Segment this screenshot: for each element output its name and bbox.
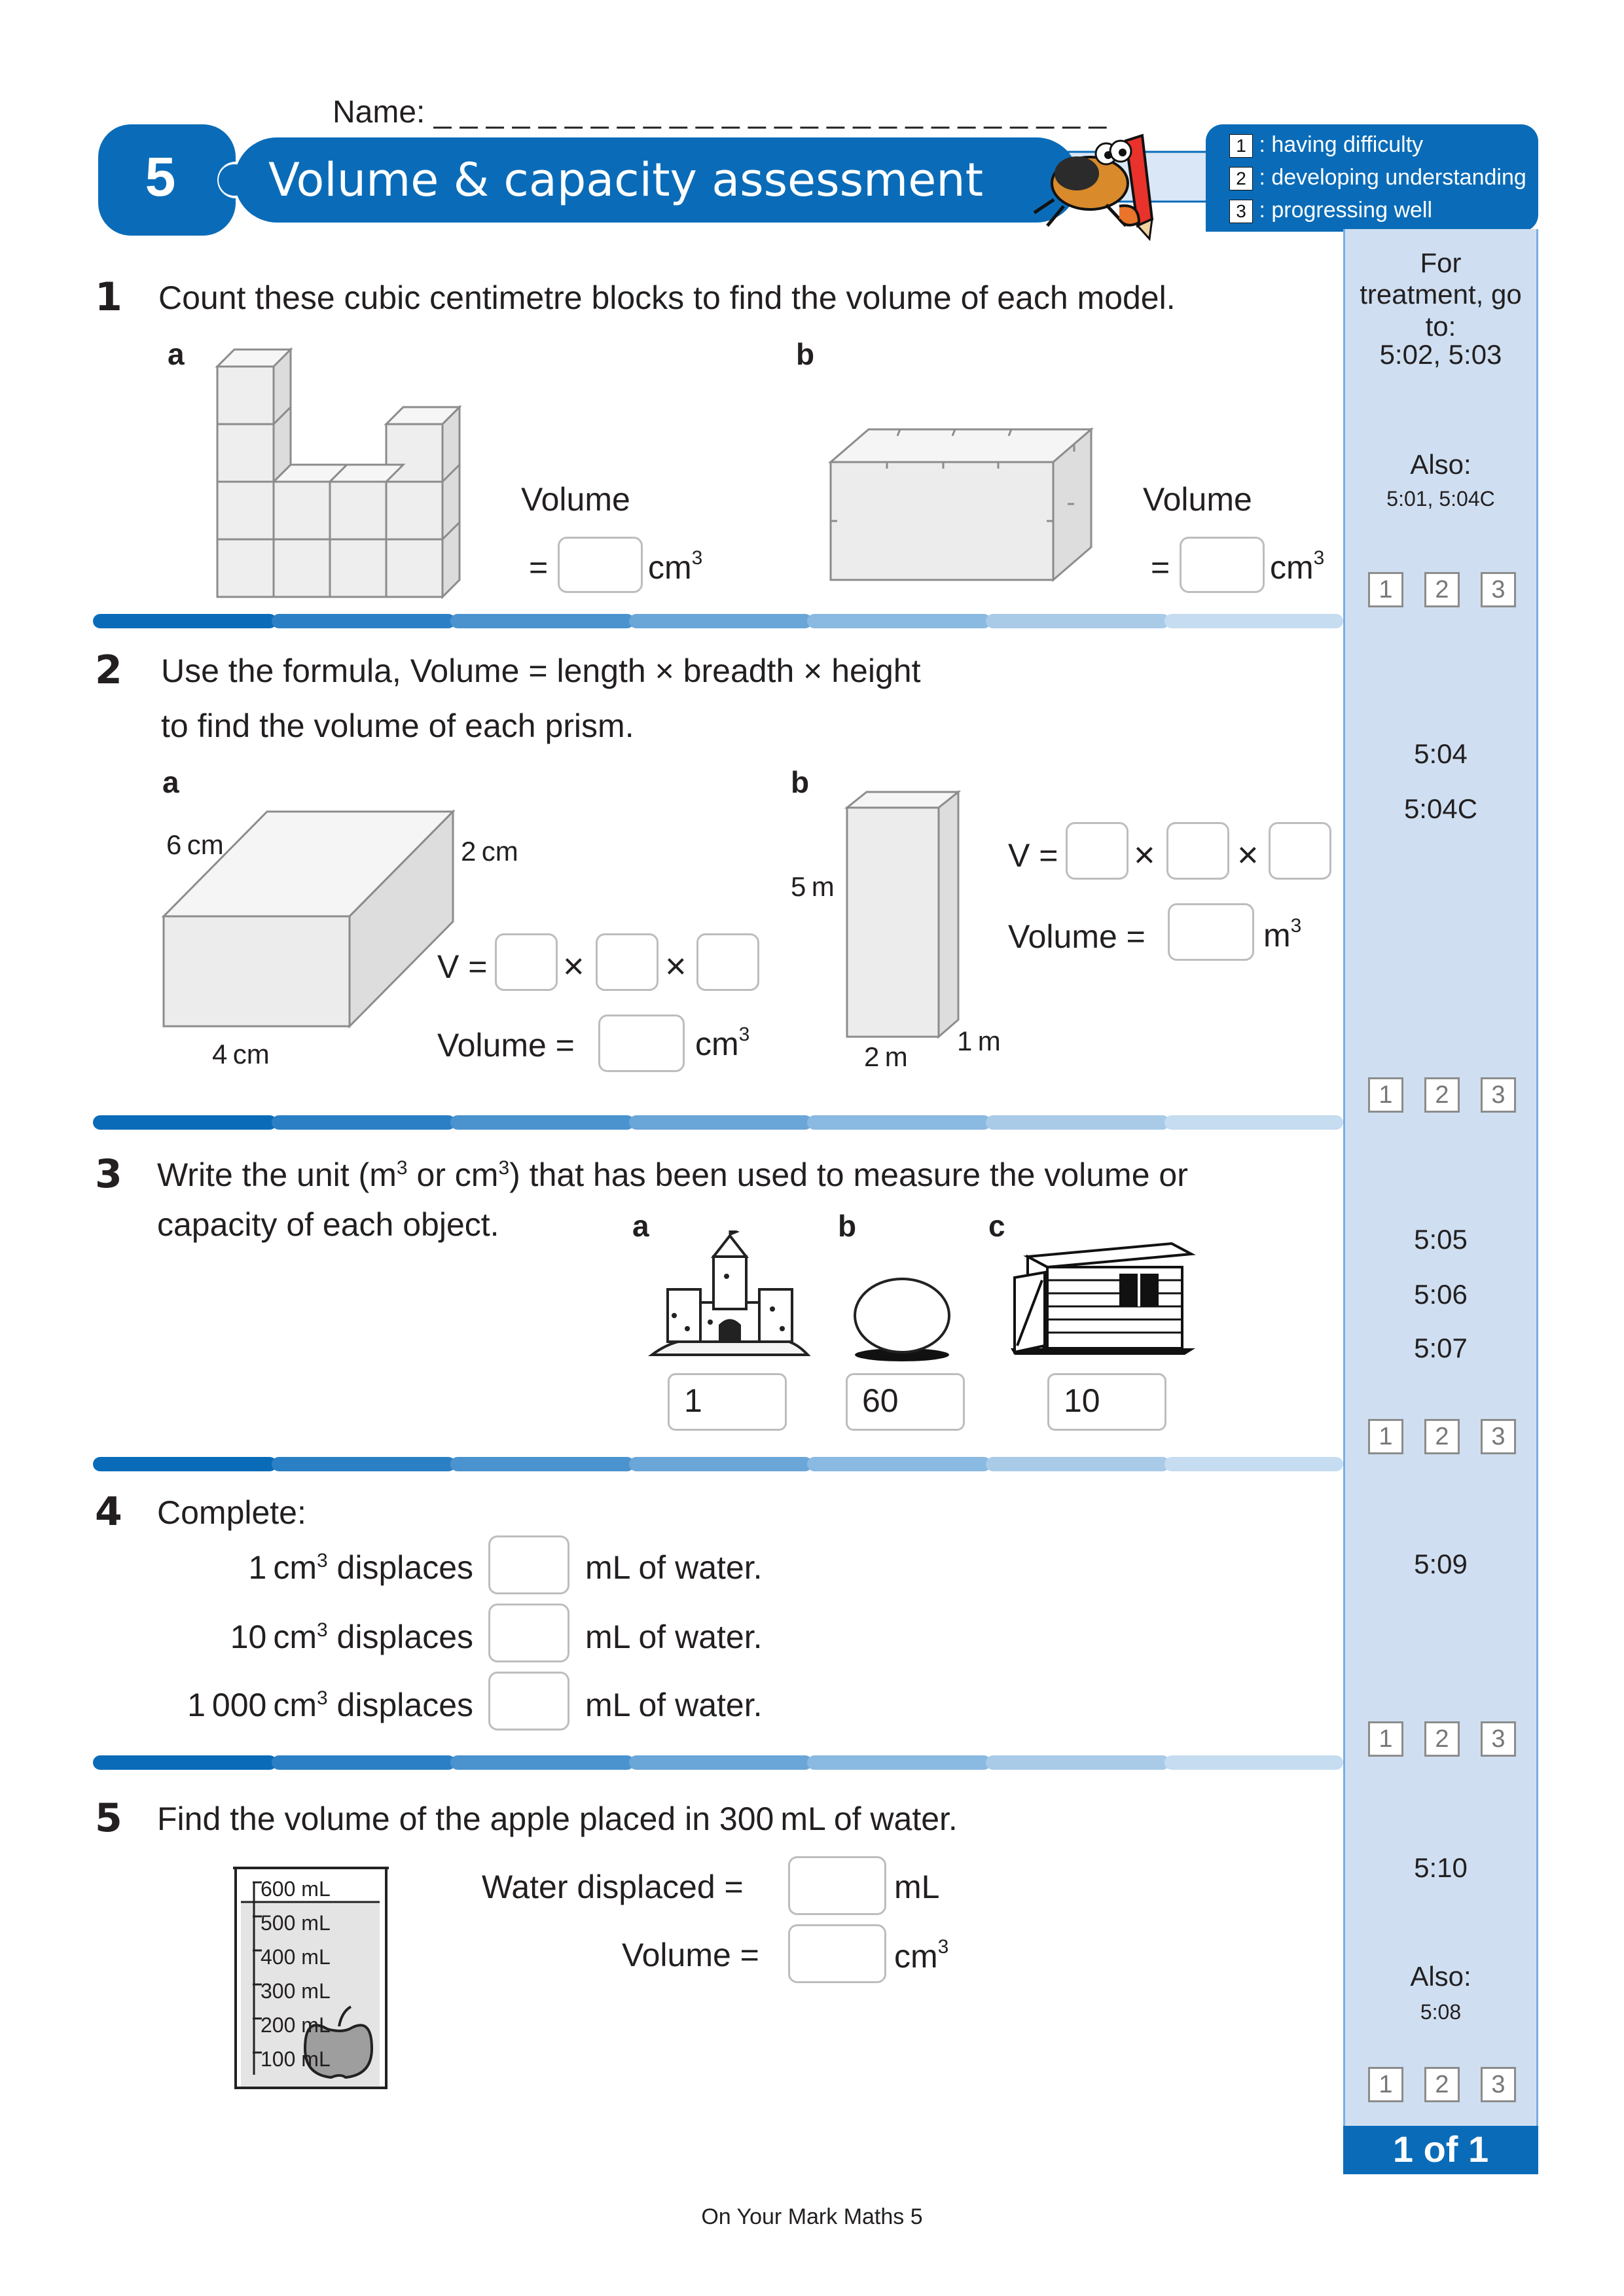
unit-power: 3 bbox=[1313, 547, 1325, 569]
amount: 1 000 cm bbox=[187, 1687, 317, 1723]
q4-intro: Complete: bbox=[157, 1494, 306, 1531]
q3-part-b-label: b bbox=[838, 1209, 857, 1243]
q4-row-2-tail: mL of water. bbox=[585, 1619, 763, 1655]
unit-text: m bbox=[1263, 917, 1291, 954]
q3c-answer-box[interactable]: 10 bbox=[1047, 1373, 1166, 1431]
q5-water-unit: mL bbox=[894, 1869, 940, 1905]
unit-number: 5 bbox=[145, 146, 176, 207]
q1a-answer-input[interactable] bbox=[558, 537, 643, 593]
q2a-times-2: × bbox=[665, 945, 687, 986]
q4-rating-box-2[interactable]: 2 bbox=[1424, 1721, 1460, 1757]
q1-part-a-label: a bbox=[168, 337, 185, 371]
garden-shed-icon bbox=[1008, 1217, 1198, 1361]
legend-row-1 bbox=[1229, 134, 1423, 158]
legend-num: 2 bbox=[1229, 167, 1253, 190]
q2b-times-2: × bbox=[1237, 834, 1259, 875]
q2a-times-1: × bbox=[563, 945, 585, 986]
power: 3 bbox=[316, 1550, 328, 1571]
q2a-height-input[interactable] bbox=[696, 933, 759, 991]
amount: 10 cm bbox=[230, 1619, 317, 1655]
q4-row-3-label bbox=[187, 1689, 473, 1721]
q3-instruction-line-1 bbox=[157, 1158, 1188, 1191]
scale-label: 200 mL bbox=[261, 2013, 331, 2037]
q1b-rectangular-prism bbox=[821, 419, 1096, 589]
q4-row-1-input[interactable] bbox=[488, 1535, 569, 1594]
q1b-answer-input[interactable] bbox=[1180, 537, 1265, 593]
q3-treatment-ref-3: 5:07 bbox=[1414, 1333, 1468, 1363]
q4-row-1-tail: mL of water. bbox=[585, 1549, 763, 1586]
legend-num: 3 bbox=[1229, 200, 1253, 223]
power: 3 bbox=[316, 1687, 328, 1709]
q2a-breadth-input[interactable] bbox=[596, 933, 659, 991]
divider-segment bbox=[986, 1457, 1170, 1471]
q3b-answer-box[interactable]: 60 bbox=[846, 1373, 965, 1431]
divider-segment bbox=[272, 1115, 456, 1130]
divider-segment bbox=[93, 614, 277, 628]
q3-power-2: 3 bbox=[498, 1157, 510, 1179]
q2a-dimension-bottom: 4 cm bbox=[212, 1039, 270, 1069]
q2b-tall-prism bbox=[842, 787, 966, 1042]
question-number: 3 bbox=[95, 1151, 122, 1197]
q1-part-b-label: b bbox=[796, 337, 815, 371]
q2-rating-box-3[interactable]: 3 bbox=[1481, 1077, 1516, 1113]
divider-segment bbox=[986, 1115, 1170, 1130]
q1-also-label: Also: bbox=[1410, 449, 1471, 480]
verb: displaces bbox=[327, 1549, 473, 1586]
q3-text-mid: or cm bbox=[407, 1157, 499, 1193]
q5-rating-box-1[interactable]: 1 bbox=[1368, 2067, 1403, 2102]
q5-instruction: Find the volume of the apple placed in 300 mL of water. bbox=[157, 1801, 958, 1837]
q2b-dimension-width: 2 m bbox=[864, 1041, 908, 1072]
q4-rating-box-1[interactable]: 1 bbox=[1368, 1721, 1403, 1757]
q5-treatment-ref: 5:10 bbox=[1414, 1852, 1468, 1883]
q3-part-a-label: a bbox=[632, 1209, 649, 1243]
section-divider-2 bbox=[93, 1115, 1343, 1130]
q3-power-1: 3 bbox=[396, 1157, 408, 1179]
q2-treatment-ref-2: 5:04C bbox=[1403, 793, 1478, 824]
q2a-volume-input[interactable] bbox=[598, 1014, 685, 1072]
q2b-volume-label: Volume = bbox=[1008, 918, 1146, 955]
scale-label: 400 mL bbox=[261, 1945, 331, 1969]
q2b-height-input[interactable] bbox=[1269, 822, 1331, 880]
q3a-answer-box[interactable]: 1 bbox=[668, 1373, 787, 1431]
divider-segment bbox=[272, 614, 456, 628]
q3-rating-box-1[interactable]: 1 bbox=[1368, 1419, 1403, 1454]
unit-text: cm bbox=[695, 1026, 739, 1062]
q2b-dimension-height: 5 m bbox=[791, 871, 835, 902]
q3-rating-box-2[interactable]: 2 bbox=[1424, 1419, 1460, 1454]
q2-rating-box-2[interactable]: 2 bbox=[1424, 1077, 1460, 1113]
q4-row-2-label bbox=[230, 1621, 473, 1653]
q1a-volume-label: Volume bbox=[521, 481, 630, 518]
q2-part-a-label: a bbox=[162, 765, 179, 799]
legend-num: 1 bbox=[1229, 134, 1253, 158]
unit-power: 3 bbox=[738, 1024, 750, 1045]
q1b-equals: = bbox=[1151, 549, 1170, 586]
q1-treatment-refs: 5:02, 5:03 bbox=[1379, 339, 1502, 370]
q1b-unit bbox=[1270, 548, 1324, 584]
q1-rating-box-1[interactable]: 1 bbox=[1368, 572, 1403, 607]
crab-mascot-icon bbox=[1028, 128, 1172, 245]
divider-segment bbox=[1164, 1457, 1343, 1471]
q2b-v-label: V = bbox=[1008, 837, 1058, 874]
scale-label: 600 mL bbox=[261, 1877, 331, 1901]
unit-text: cm bbox=[1270, 549, 1314, 586]
q1a-equals: = bbox=[529, 549, 549, 586]
q1-rating-box-3[interactable]: 3 bbox=[1481, 572, 1516, 607]
section-divider-3 bbox=[93, 1457, 1343, 1471]
divider-segment bbox=[1164, 1115, 1343, 1130]
legend-row-2 bbox=[1229, 166, 1526, 190]
divider-segment bbox=[93, 1115, 277, 1130]
q5-water-label: Water displaced = bbox=[482, 1869, 744, 1905]
scale-label: 300 mL bbox=[261, 1979, 331, 2003]
unit-power: 3 bbox=[1290, 915, 1302, 937]
question-number: 1 bbox=[95, 274, 122, 320]
jug-scale bbox=[261, 1872, 331, 2076]
q4-rating-box-3[interactable]: 3 bbox=[1481, 1721, 1516, 1757]
unit-text: cm bbox=[648, 549, 692, 586]
q1a-unit bbox=[648, 548, 702, 584]
q5-volume-label: Volume = bbox=[622, 1937, 759, 1973]
scale-label: 100 mL bbox=[261, 2047, 331, 2071]
legend-label: : developing understanding bbox=[1259, 165, 1526, 190]
divider-segment bbox=[629, 1115, 813, 1130]
q4-row-2-input[interactable] bbox=[488, 1604, 569, 1662]
q5-rating-box-2[interactable]: 2 bbox=[1424, 2067, 1460, 2102]
divider-segment bbox=[629, 1457, 813, 1471]
q5-also-ref: 5:08 bbox=[1420, 2000, 1462, 2024]
divider-segment bbox=[450, 1115, 634, 1130]
q2a-length-input[interactable] bbox=[495, 933, 558, 991]
q4-row-3-tail: mL of water. bbox=[585, 1687, 763, 1723]
verb: displaces bbox=[327, 1619, 473, 1655]
q4-treatment-ref: 5:09 bbox=[1414, 1549, 1468, 1579]
q2-treatment-ref-1: 5:04 bbox=[1414, 738, 1468, 769]
divider-segment bbox=[1164, 1755, 1343, 1770]
q2a-volume-label: Volume = bbox=[437, 1027, 575, 1064]
q2b-breadth-input[interactable] bbox=[1166, 822, 1229, 880]
q4-row-1-label bbox=[249, 1551, 474, 1584]
section-divider-4 bbox=[93, 1755, 1343, 1770]
divider-segment bbox=[986, 1755, 1170, 1770]
amount: 1 cm bbox=[248, 1549, 317, 1586]
q2-instruction-line-2: to find the volume of each prism. bbox=[161, 708, 634, 744]
section-divider-1 bbox=[93, 614, 1343, 628]
q2a-dimension-right: 2 cm bbox=[461, 836, 518, 867]
question-number: 5 bbox=[95, 1795, 122, 1841]
egg-icon bbox=[850, 1270, 954, 1361]
unit-power: 3 bbox=[691, 547, 703, 569]
q2b-length-input[interactable] bbox=[1066, 822, 1128, 880]
divider-segment bbox=[1164, 614, 1343, 628]
q1-instruction: Count these cubic centimetre blocks to find the volume of each model. bbox=[158, 279, 1176, 316]
divider-segment bbox=[93, 1755, 277, 1770]
divider-segment bbox=[93, 1457, 277, 1471]
q2b-times-1: × bbox=[1134, 834, 1155, 875]
q2b-unit bbox=[1263, 916, 1301, 952]
divider-segment bbox=[986, 614, 1170, 628]
q1-also-refs: 5:01, 5:04C bbox=[1386, 487, 1495, 511]
divider-segment bbox=[807, 614, 991, 628]
q2a-unit bbox=[695, 1025, 749, 1060]
q4-row-3-input[interactable] bbox=[488, 1672, 569, 1731]
q5-water-input[interactable] bbox=[788, 1856, 886, 1915]
q1b-volume-label: Volume bbox=[1143, 481, 1252, 518]
q2-part-b-label: b bbox=[791, 765, 810, 799]
legend-row-3 bbox=[1229, 199, 1432, 223]
power: 3 bbox=[316, 1619, 328, 1641]
page-title: Volume & capacity assessment bbox=[268, 153, 984, 207]
legend-label: : having difficulty bbox=[1259, 132, 1424, 157]
q3-instruction-line-2: capacity of each object. bbox=[157, 1206, 499, 1243]
q3-rating-box-3[interactable]: 3 bbox=[1481, 1419, 1516, 1454]
q2a-dimension-left: 6 cm bbox=[166, 829, 224, 860]
divider-segment bbox=[450, 1755, 634, 1770]
q1a-cube-model bbox=[209, 340, 484, 602]
q3-part-c-label: c bbox=[988, 1209, 1005, 1243]
scale-label: 500 mL bbox=[261, 1911, 331, 1935]
divider-segment bbox=[629, 1755, 813, 1770]
legend-label: : progressing well bbox=[1259, 198, 1433, 223]
q2b-dimension-depth: 1 m bbox=[957, 1026, 1001, 1056]
question-number: 4 bbox=[95, 1489, 122, 1535]
q2b-volume-input[interactable] bbox=[1168, 903, 1254, 961]
q5-rating-box-3[interactable]: 3 bbox=[1481, 2067, 1516, 2102]
treatment-heading: For treatment, go to: bbox=[1360, 247, 1522, 342]
divider-segment bbox=[272, 1755, 456, 1770]
divider-segment bbox=[807, 1755, 991, 1770]
divider-segment bbox=[450, 1457, 634, 1471]
divider-segment bbox=[629, 614, 813, 628]
q2a-v-label: V = bbox=[437, 948, 488, 985]
q3-text-pre: Write the unit (m bbox=[157, 1157, 397, 1193]
divider-segment bbox=[272, 1457, 456, 1471]
divider-segment bbox=[450, 614, 634, 628]
q5-volume-input[interactable] bbox=[788, 1924, 886, 1983]
q5-volume-unit bbox=[894, 1937, 948, 1973]
q1-rating-box-2[interactable]: 2 bbox=[1424, 572, 1460, 607]
unit-power: 3 bbox=[937, 1936, 949, 1958]
question-number: 2 bbox=[95, 647, 122, 693]
verb: displaces bbox=[327, 1687, 473, 1723]
q3-treatment-ref-1: 5:05 bbox=[1414, 1224, 1468, 1255]
q2-instruction-line-1: Use the formula, Volume = length × breadth × height bbox=[161, 653, 921, 689]
q5-also-label: Also: bbox=[1410, 1961, 1471, 1992]
page-count: 1 of 1 bbox=[1392, 2128, 1489, 2170]
q3-treatment-ref-2: 5:06 bbox=[1414, 1279, 1468, 1310]
footer-text: On Your Mark Maths 5 bbox=[701, 2204, 923, 2229]
q3-text-post: ) that has been used to measure the volume or bbox=[509, 1157, 1188, 1193]
divider-segment bbox=[807, 1115, 991, 1130]
divider-segment bbox=[807, 1457, 991, 1471]
sandcastle-icon bbox=[648, 1230, 812, 1361]
q2-rating-box-1[interactable]: 1 bbox=[1368, 1077, 1403, 1113]
name-field[interactable]: Name: _ _ _ _ _ _ _ _ _ _ _ _ _ _ _ _ _ _ _ _ _ _ _ _ _ _ bbox=[333, 95, 1107, 130]
unit-text: cm bbox=[894, 1938, 938, 1975]
